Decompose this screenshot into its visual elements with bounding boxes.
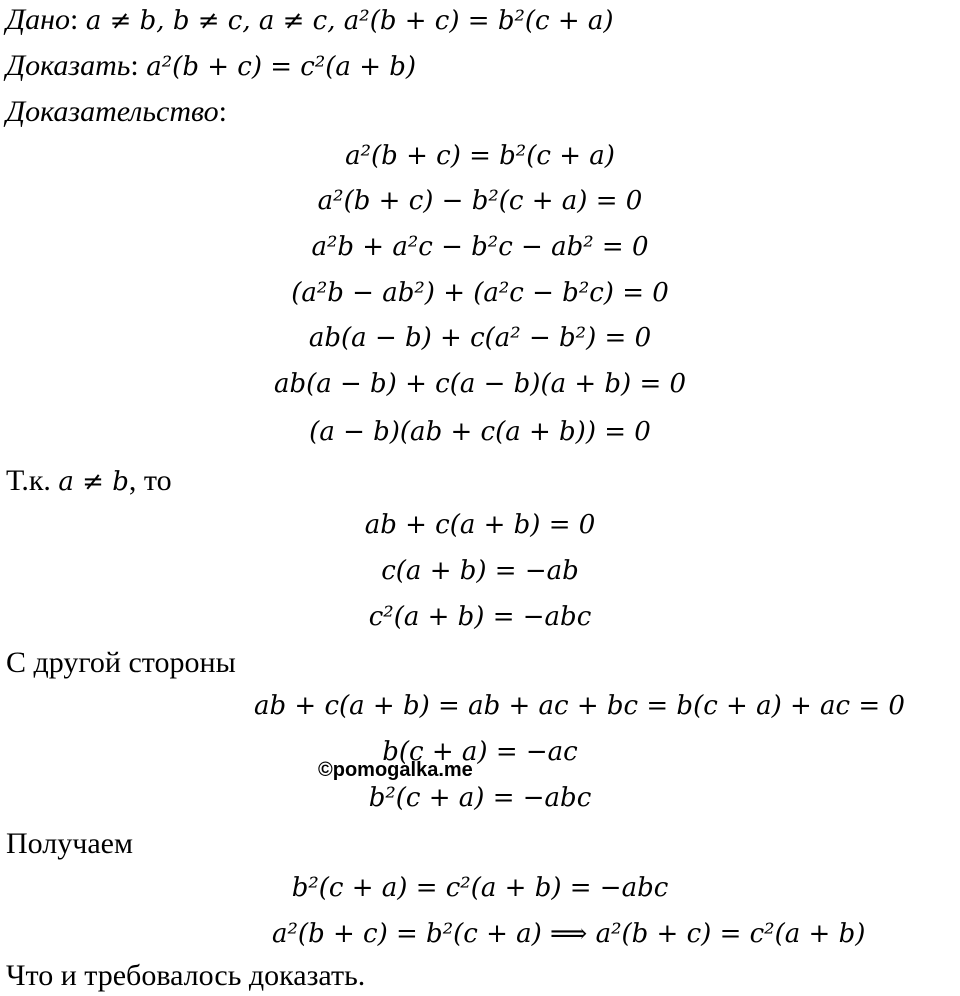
step2-line-3: c²(a + b) = −abc	[368, 602, 592, 632]
since-suffix: , то	[128, 464, 172, 497]
prove-math: a²(b + c) = c²(a + b)	[146, 52, 417, 82]
step1-line-2: a²(b + c) − b²(c + a) = 0	[317, 186, 643, 216]
prove-line	[0, 48, 960, 85]
proof-heading	[0, 94, 960, 130]
since-prefix: Т.к.	[6, 464, 59, 497]
conclusion-line: Что и требовалось доказать.	[6, 959, 366, 992]
step3-line-3: b²(c + a) = −abc	[368, 783, 592, 813]
since-math: a ≠ b	[58, 467, 129, 497]
step1-line-1: a²(b + c) = b²(c + a)	[345, 141, 615, 171]
step3-line-2: b(c + a) = −ac	[382, 737, 578, 767]
step1-line-7: (a − b)(ab + c(a + b)) = 0	[309, 417, 651, 447]
obtain-line: Получаем	[6, 827, 133, 860]
given-math: a ≠ b, b ≠ c, a ≠ c, a²(b + c) = b²(c + a)	[85, 6, 614, 36]
other-side-line: С другой стороны	[6, 646, 236, 679]
given-line	[0, 2, 960, 39]
step3-line-1: ab + c(a + b) = ab + ac + bc = b(c + a) + ac = 0	[254, 691, 905, 721]
given-label: Дано	[6, 3, 70, 36]
step1-line-4: (a²b − ab²) + (a²c − b²c) = 0	[291, 278, 669, 308]
step2-line-2: c(a + b) = −ab	[381, 556, 579, 586]
step4-line-2: a²(b + c) = b²(c + a) ⟹ a²(b + c) = c²(a + b)	[272, 919, 866, 949]
proof-label: Доказательство	[6, 95, 219, 128]
prove-colon: :	[130, 49, 139, 82]
step1-line-3: a²b + a²c − b²c − ab² = 0	[311, 232, 649, 262]
given-colon: :	[69, 3, 79, 36]
since-line	[0, 463, 960, 500]
prove-label: Доказать	[6, 49, 131, 82]
step1-line-5: ab(a − b) + c(a² − b²) = 0	[308, 323, 652, 353]
watermark: ©pomogalka.me	[318, 759, 473, 781]
step4-line-1: b²(c + a) = c²(a + b) = −abc	[291, 873, 669, 903]
step1-line-6: ab(a − b) + c(a − b)(a + b) = 0	[273, 369, 687, 399]
step2-line-1: ab + c(a + b) = 0	[364, 510, 596, 540]
proof-colon: :	[218, 95, 227, 128]
